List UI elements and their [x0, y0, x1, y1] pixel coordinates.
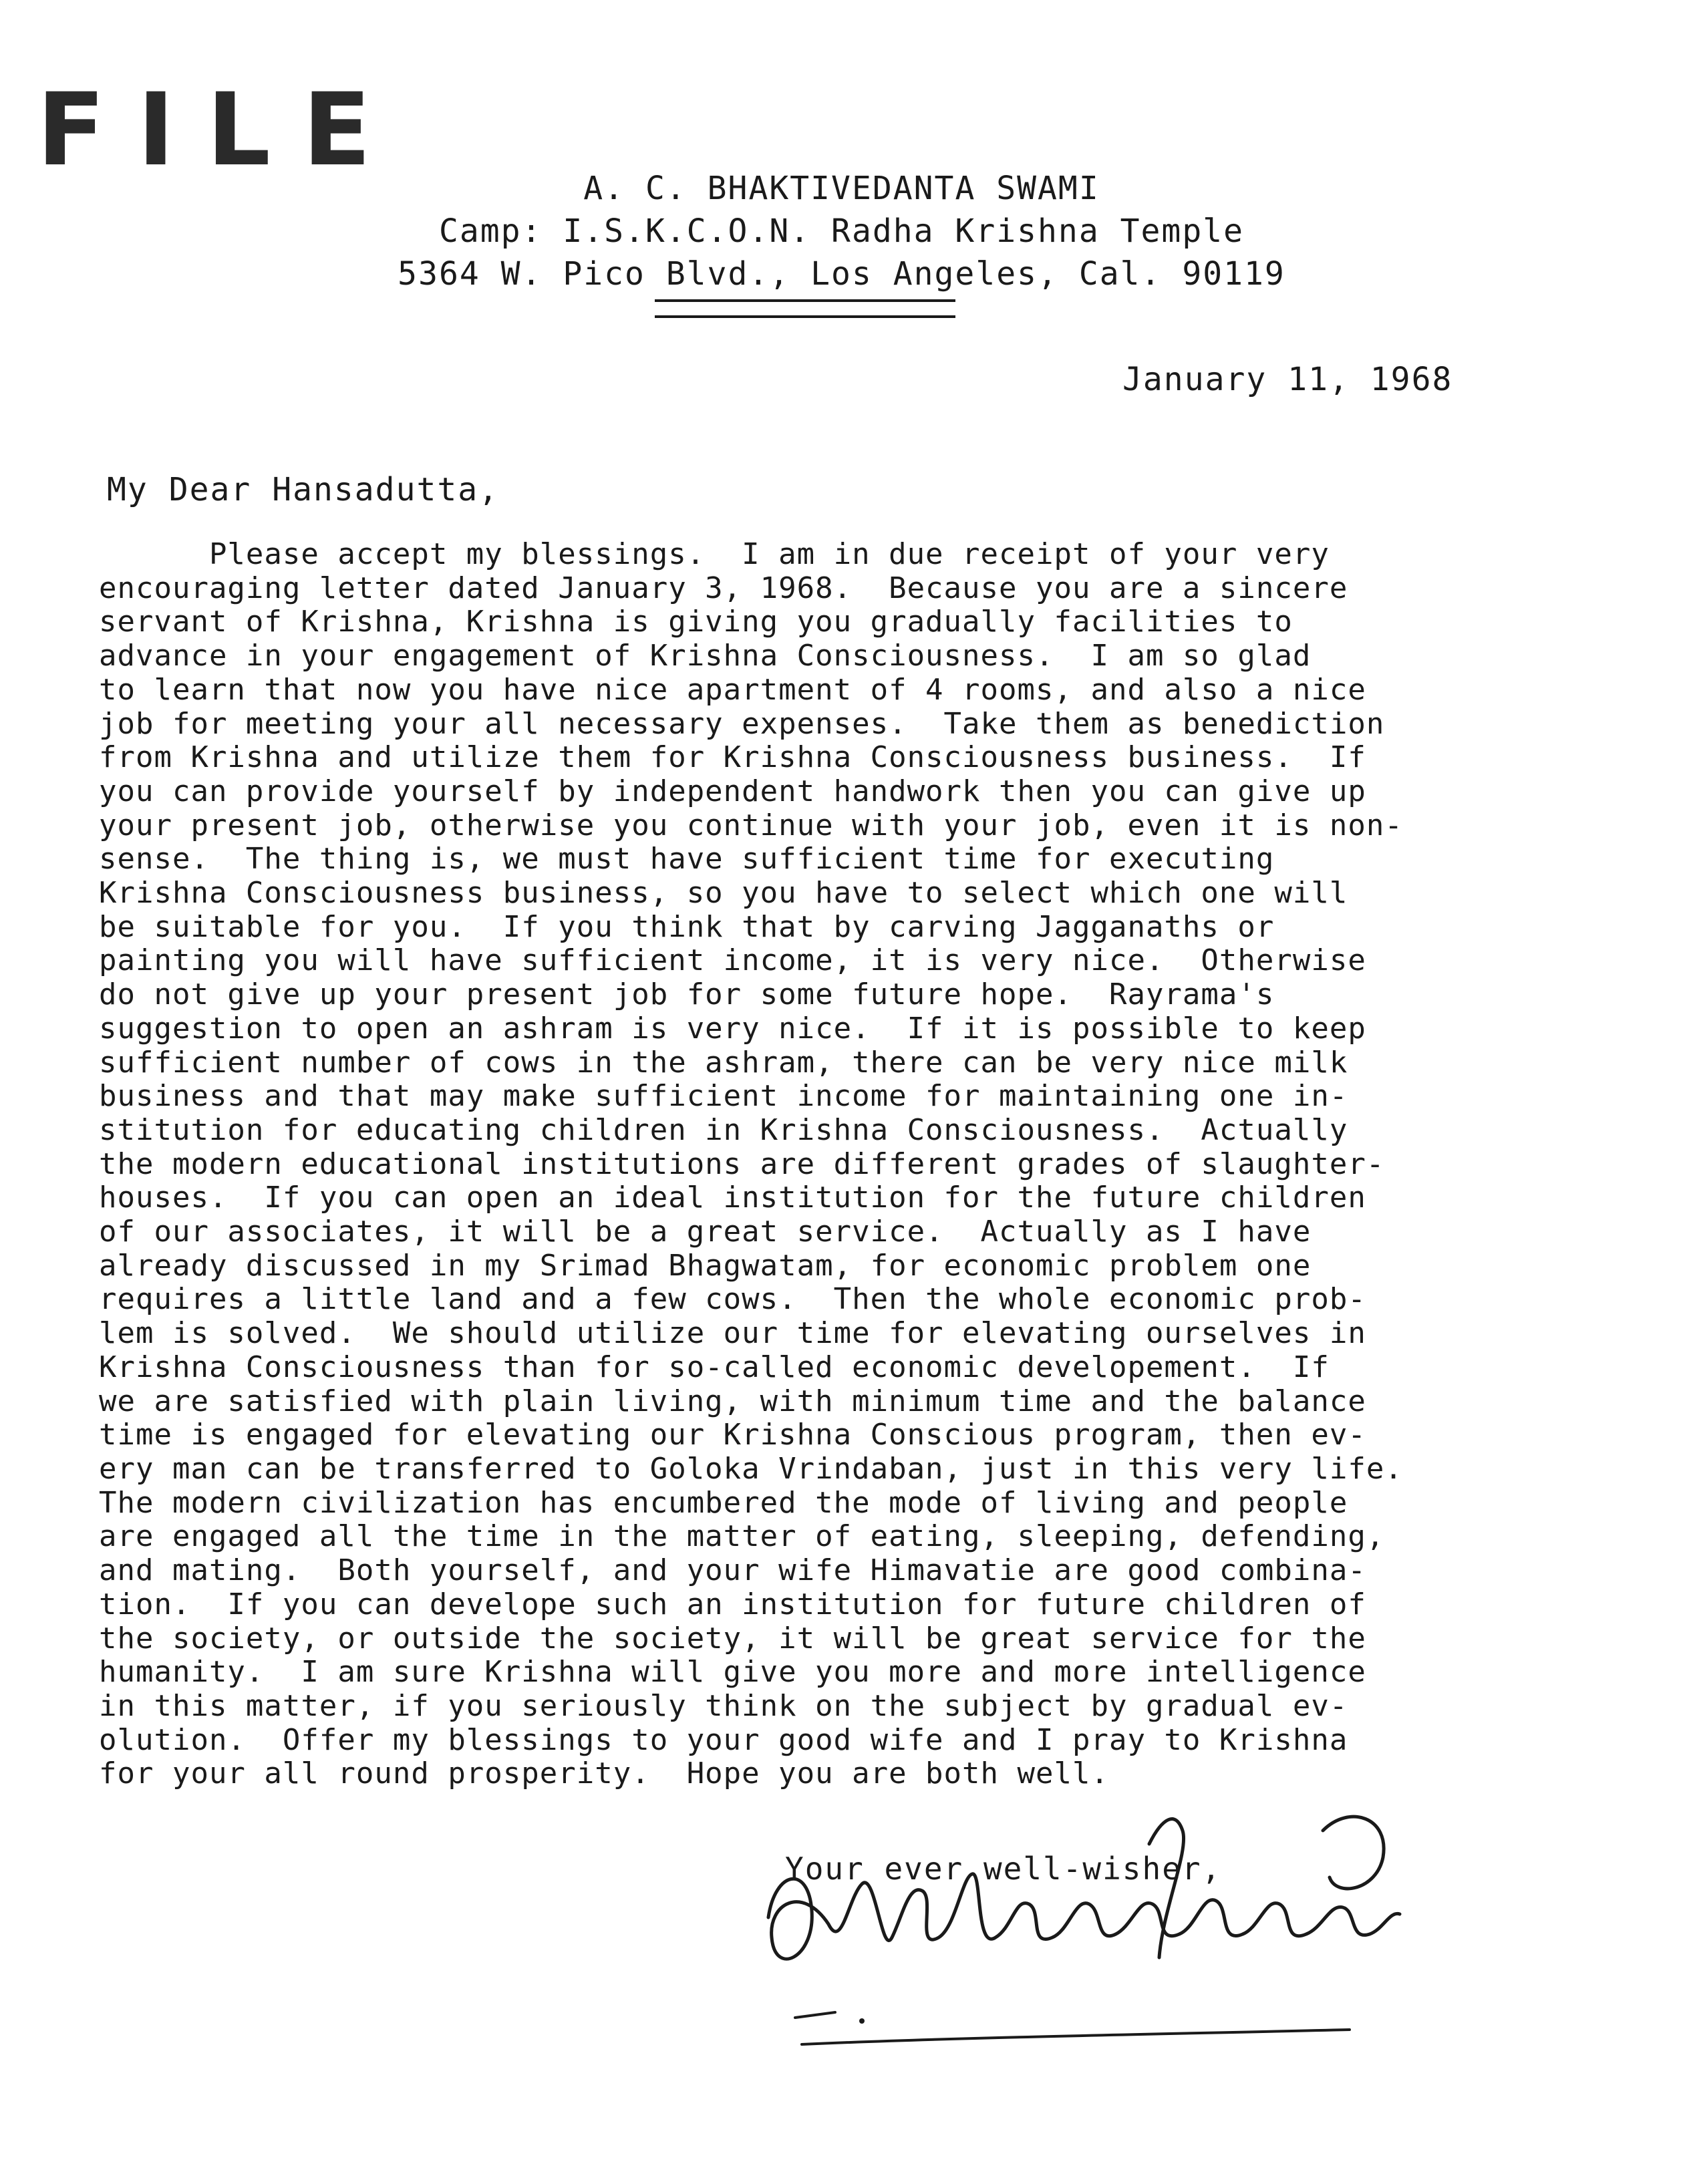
body-line: do not give up your present job for some future hope. Rayrama's	[99, 977, 1275, 1012]
body-line: for your all round prosperity. Hope you are both well.	[99, 1756, 1109, 1791]
body-line: stitution for educating children in Krishna Consciousness. Actually	[99, 1112, 1348, 1147]
body-line: The modern civilization has encumbered the mode of living and people	[99, 1485, 1348, 1520]
body-line: ery man can be transferred to Goloka Vrindaban, just in this very life.	[99, 1451, 1403, 1486]
letterhead	[0, 167, 1683, 295]
body-line: sufficient number of cows in the ashram, there can be very nice milk	[99, 1045, 1348, 1080]
body-line: the society, or outside the society, it will be great service for the	[99, 1621, 1366, 1656]
body-line: advance in your engagement of Krishna Consciousness. I am so glad	[99, 639, 1312, 673]
body-line: servant of Krishna, Krishna is giving you gradually facilities to	[99, 605, 1293, 639]
file-stamp: FILE	[37, 72, 404, 188]
body-line: requires a little land and a few cows. Then the whole economic prob-	[99, 1282, 1366, 1317]
body-line: the modern educational institutions are different grades of slaughter-	[99, 1146, 1385, 1181]
letterhead-name: A. C. BHAKTIVEDANTA SWAMI	[583, 170, 1100, 207]
body-line: tion. If you can develope such an institution for future children of	[99, 1587, 1366, 1621]
body-line: encouraging letter dated January 3, 1968. Because you are a sincere	[99, 571, 1348, 605]
letterhead-address: 5364 W. Pico Blvd., Los Angeles, Cal. 90119	[398, 255, 1285, 293]
body-line: already discussed in my Srimad Bhagwatam, for economic problem one	[99, 1248, 1312, 1283]
body-line: you can provide yourself by independent handwork then you can give up	[99, 774, 1366, 808]
body-line: job for meeting your all necessary expenses. Take them as benediction	[99, 706, 1385, 741]
body-line: houses. If you can open an ideal institution for the future children	[99, 1181, 1366, 1215]
body-line: be suitable for you. If you think that by carving Jagganaths or	[99, 909, 1275, 944]
signature-image	[748, 1804, 1550, 2058]
letterhead-rule-top	[655, 299, 955, 302]
body-line: suggestion to open an ashram is very nice. If it is possible to keep	[99, 1011, 1366, 1046]
body-line: lem is solved. We should utilize our time for elevating ourselves in	[99, 1316, 1366, 1351]
letter-body	[99, 538, 1609, 1791]
body-line: business and that may make sufficient income for maintaining one in-	[99, 1079, 1348, 1114]
body-line: Please accept my blessings. I am in due receipt of your very	[99, 537, 1330, 571]
body-line: Krishna Consciousness than for so-called economic developement. If	[99, 1350, 1330, 1384]
body-line: sense. The thing is, we must have sufficient time for executing	[99, 842, 1275, 877]
body-line: time is engaged for elevating our Krishna Conscious program, then ev-	[99, 1418, 1366, 1452]
body-line: and mating. Both yourself, and your wife Himavatie are good combina-	[99, 1553, 1366, 1588]
salutation: My Dear Hansadutta,	[107, 471, 500, 508]
body-line: painting you will have sufficient income, it is very nice. Otherwise	[99, 943, 1366, 978]
body-line: of our associates, it will be a great service. Actually as I have	[99, 1215, 1312, 1249]
body-line: we are satisfied with plain living, with minimum time and the balance	[99, 1384, 1366, 1418]
body-line: Krishna Consciousness business, so you have to select which one will	[99, 876, 1348, 911]
body-line: from Krishna and utilize them for Krishna Consciousness business. If	[99, 740, 1366, 775]
body-line: to learn that now you have nice apartment of 4 rooms, and also a nice	[99, 672, 1366, 707]
body-line: are engaged all the time in the matter of eating, sleeping, defending,	[99, 1519, 1385, 1554]
letterhead-camp: Camp: I.S.K.C.O.N. Radha Krishna Temple	[438, 212, 1245, 250]
body-line: in this matter, if you seriously think on the subject by gradual ev-	[99, 1688, 1348, 1723]
letter-date: January 11, 1968	[1122, 361, 1453, 398]
body-line: your present job, otherwise you continue with your job, even it is non-	[99, 808, 1403, 842]
body-line: humanity. I am sure Krishna will give you more and more intelligence	[99, 1655, 1366, 1690]
closing: Your ever well-wisher,	[785, 1851, 1222, 1887]
body-line: olution. Offer my blessings to your good wife and I pray to Krishna	[99, 1722, 1348, 1757]
letterhead-rule-bottom	[655, 315, 955, 318]
